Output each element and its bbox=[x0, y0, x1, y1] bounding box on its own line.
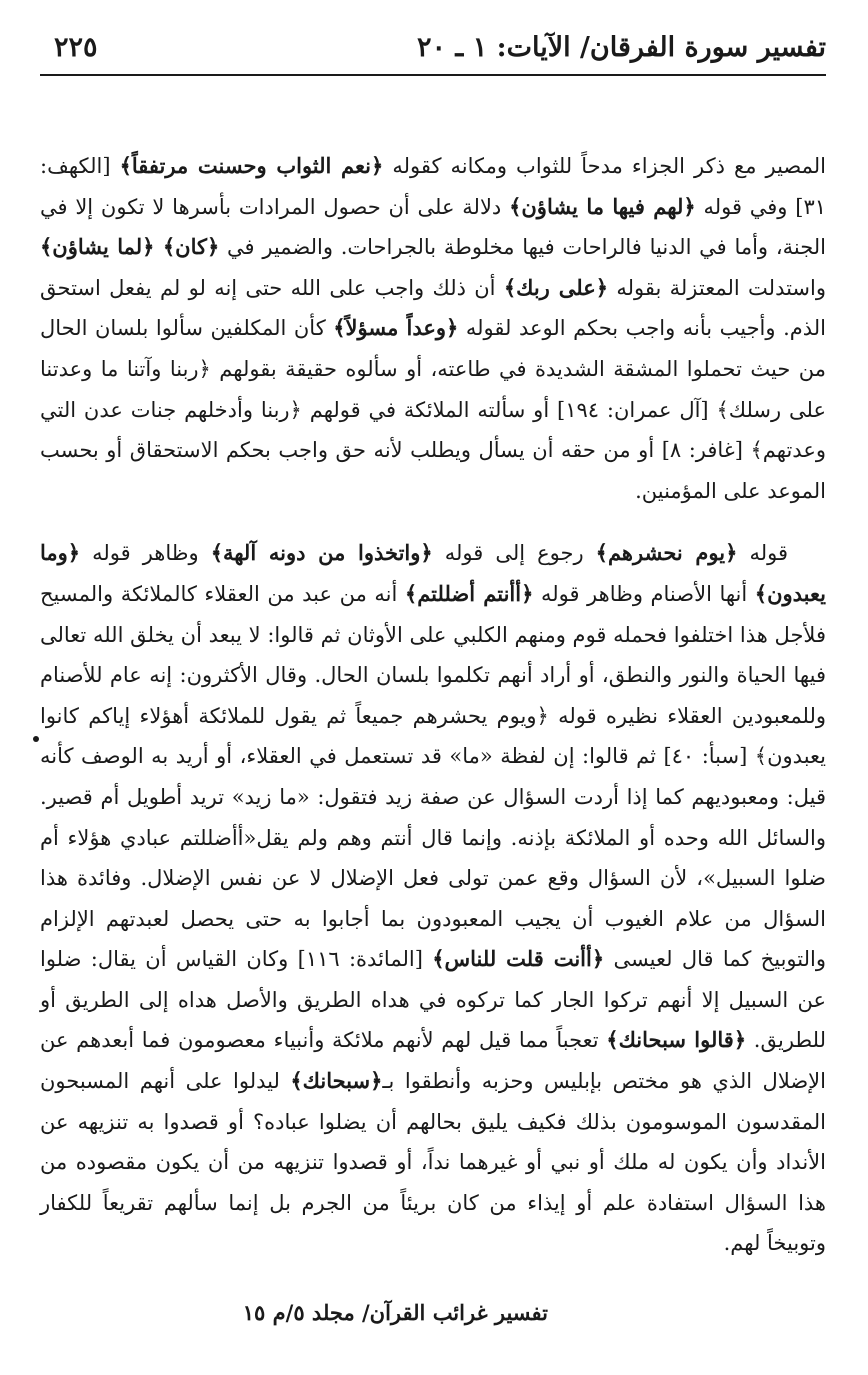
text-run: دلالة على أن حصول المرادات بأسرها لا تكون إلا في الجنة، وأما في الدنيا فالراحات فيها مخلوطة بالجراحات. والضمير في bbox=[40, 194, 826, 260]
quran-quote: ﴿يوم نحشرهم﴾ bbox=[595, 540, 738, 566]
quran-quote: ﴿واتخذوا من دونه آلهة﴾ bbox=[210, 540, 433, 566]
quran-quote: ﴿قالوا سبحانك﴾ bbox=[606, 1027, 747, 1053]
running-header bbox=[40, 28, 826, 68]
text-run: أنه من عبد من العقلاء كالملائكة والمسيح فلأجل هذا اختلفوا فحمله قوم ومنهم الكلبي على الأوثان ثم قالوا: لا يبعد أن يخلق الله تعالى فيها الحياة والنور والنطق، أو أراد أنهم تكلموا بلسان الحال. وقال الأكثرون: إنه عام للأصنام وللمعبودين العقلاء نظيره قوله ﴿ويوم يحشرهم جميعاً ثم يقول للملائكة أهؤلاء إياكم كانوا يعبدون﴾ [سبأ: ٤٠] ثم قالوا: إن لفظة «ما» قد تستعمل في العقلاء، أو أريد به الوصف كأنه قيل: ومعبوديهم كما إذا أردت السؤال عن صفة زيد فتقول: «ما زيد» تريد أطويل أم قصير. والسائل الله وحده أو الملائكة بإذنه. وإنما قال أنتم وهم ولم يقل«أأضللتم عبادي هؤلاء أم ضلوا السبيل»، لأن السؤال وقع عمن تولى فعل الإضلال لا عن نفس الإضلال. وفائدة هذا السؤال من علام الغيوب أن يجيب المعبودون بما أجابوا به حتى يحصل لعبدتهم الإلزام والتوبيخ كما قال لعيسى bbox=[40, 581, 827, 972]
quran-quote: ﴿كان﴾ ﴿لما يشاؤن﴾ bbox=[40, 234, 220, 260]
text-run: رجوع إلى قوله bbox=[432, 541, 596, 566]
footer-signature bbox=[42, 1300, 828, 1325]
commentary-text bbox=[40, 146, 826, 1264]
quran-quote: ﴿وما يعبدون﴾ bbox=[40, 540, 826, 606]
text-run: وظاهر قوله bbox=[80, 541, 211, 566]
chapter-title: تفسير سورة الفرقان/ الآيات: ١ ـ ٢٠ bbox=[416, 32, 826, 63]
quran-quote: ﴿لهم فيها ما يشاؤن﴾ bbox=[509, 193, 696, 219]
text-run: [الكهف: ٣١] وفي قوله bbox=[40, 154, 826, 219]
text-run: واستدلت المعتزلة بقوله bbox=[608, 275, 826, 300]
quran-quote: ﴿سبحانك﴾ bbox=[290, 1068, 383, 1094]
text-run: تعجباً مما قيل لهم لأنهم ملائكة وأنبياء معصومون فما أبعدهم عن الإضلال الذي هو مختص بإبليس وحزبه وأنطقوا بـ bbox=[40, 1028, 826, 1094]
text-run: [المائدة: ١١٦] وكان القياس أن يقال: ضلوا عن السبيل إلا أنهم تركوا الجار كما تركوه في هداه الطريق والأصل هداه إلى الطريق أو للطريق. bbox=[40, 947, 826, 1053]
text-run: قوله bbox=[737, 541, 789, 566]
quran-quote: ﴿أأنت قلت للناس﴾ bbox=[432, 946, 605, 972]
text-run: أن ذلك واجب على الله حتى إنه لو لم يفعل استحق الذم. وأجيب بأنه واجب بحكم الوعد لقوله bbox=[40, 275, 827, 341]
text-run: المصير مع ذكر الجزاء مدحاً للثواب ومكانه كقوله bbox=[383, 154, 826, 178]
quran-quote: ﴿وعداً مسؤلاً﴾ bbox=[333, 315, 459, 341]
quran-quote: ﴿على ربك﴾ bbox=[503, 274, 609, 300]
page-number: ٢٢٥ bbox=[54, 32, 98, 63]
quran-quote: ﴿نعم الثواب وحسنت مرتفقاً﴾ bbox=[119, 153, 384, 178]
text-run: أنها الأصنام وظاهر قوله bbox=[533, 581, 755, 606]
header-divider bbox=[40, 74, 826, 76]
footer-text: تفسير غرائب القرآن/ مجلد ٥/م ١٥ bbox=[242, 1300, 548, 1325]
text-run: ليدلوا على أنهم المسبحون المقدسون الموسومون بذلك فكيف يليق بحالهم أن يضلوا عباده؟ أو قصدوا به تنزيهه عن الأنداد وأن يكون له ملك أو نبي أو غيرهما نداً، أو قصدوا تنزيهه من أن يكون مقصوده من هذا السؤال استفادة علم أو إيذاء من كان بريئاً من الجرم بل إنما سألهم تقريعاً للكفار وتوبيخاً لهم. bbox=[40, 1069, 826, 1256]
quran-quote: ﴿أأنتم أضللتم﴾ bbox=[404, 580, 534, 606]
paragraph-1 bbox=[40, 146, 826, 511]
paragraph-2 bbox=[40, 533, 826, 1264]
text-run: كأن المكلفين سألوا بلسان الحال من حيث تحملوا المشقة الشديدة في طاعته، أو سألوه حقيقة بقولهم ﴿ربنا وآتنا ما وعدتنا على رسلك﴾ [آل عمران: ١٩٤] أو سألته الملائكة في قولهم ﴿ربنا وأدخلهم جنات عدن التي وعدتهم﴾ [غافر: ٨] أو من حقه أن يسأل ويطلب لأنه حق واجب بحكم الاستحقاق أو بحسب الموعد على المؤمنين. bbox=[40, 316, 827, 503]
margin-mark bbox=[33, 736, 39, 742]
